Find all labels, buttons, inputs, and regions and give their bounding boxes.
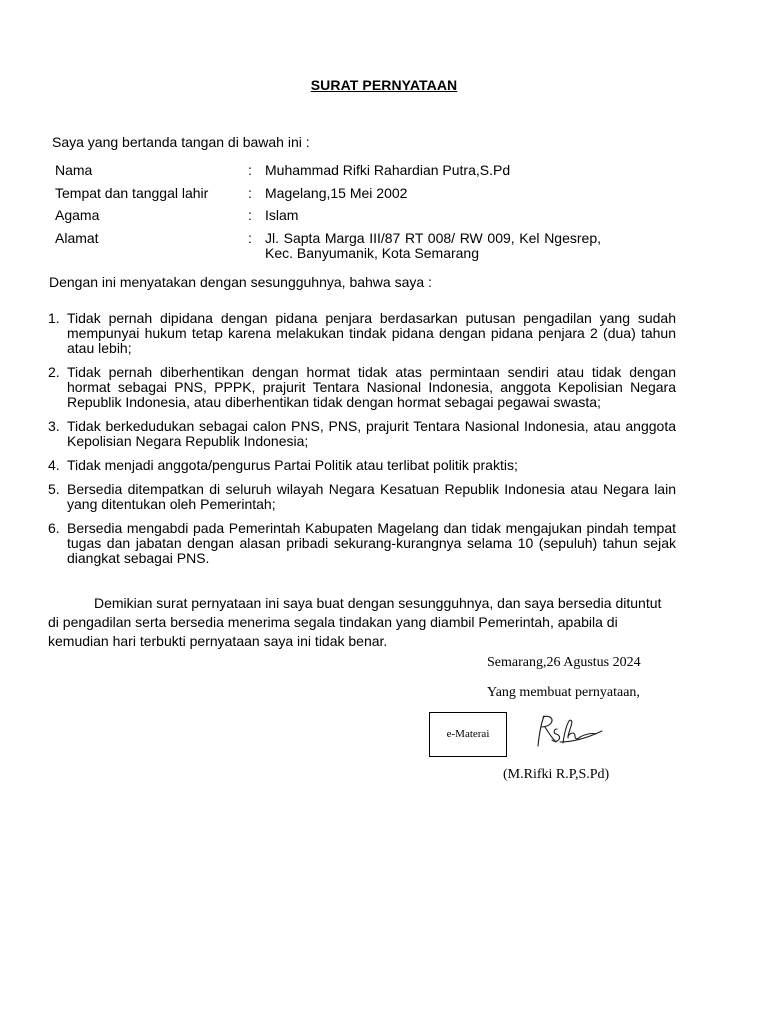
field-value-alamat: Jl. Sapta Marga III/87 RT 008/ RW 009, Kel Ngesrep, Kec. Banyumanik, Kota Semarang xyxy=(265,230,601,261)
signer-name: (M.Rifki R.P,S.Pd) xyxy=(503,767,610,782)
list-item-text: Tidak menjadi anggota/pengurus Partai Politik atau terlibat politik praktis; xyxy=(67,457,518,473)
maker-label: Yang membuat pernyataan, xyxy=(487,685,640,700)
list-item xyxy=(48,482,676,512)
field-label-alamat: Alamat xyxy=(55,230,99,246)
field-colon-ttl: : xyxy=(248,185,252,201)
list-item-number: 6. xyxy=(48,520,60,536)
emeterai-box xyxy=(429,712,507,757)
list-item-text: Bersedia ditempatkan di seluruh wilayah Negara Kesatuan Republik Indonesia atau Negara lain yang ditentukan oleh Pemerintah; xyxy=(67,481,676,512)
list-item-number: 5. xyxy=(48,481,60,497)
field-value-ttl: Magelang,15 Mei 2002 xyxy=(265,185,408,201)
list-item xyxy=(48,521,676,566)
field-colon-agama: : xyxy=(248,207,252,223)
list-item xyxy=(48,311,676,356)
list-item-text: Tidak berkedudukan sebagai calon PNS, PNS, prajurit Tentara Nasional Indonesia, atau anggota Kepolisian Negara Republik Indonesia; xyxy=(67,418,676,449)
closing-text: Demikian surat pernyataan ini saya buat dengan sesungguhnya, dan saya bersedia dituntut di pengadilan serta bersedia menerima segala tindakan yang diambil Pemerintah, apabila di kemudian hari terbukti pernyataan saya ini tidak benar. xyxy=(48,595,662,649)
field-label-agama: Agama xyxy=(55,207,100,223)
statement-list xyxy=(48,311,676,575)
list-item xyxy=(48,458,676,473)
document-title: SURAT PERNYATAAN xyxy=(310,77,458,93)
list-item xyxy=(48,419,676,449)
emeterai-label: e-Materai xyxy=(446,728,490,740)
list-item-number: 3. xyxy=(48,418,60,434)
list-item-text: Bersedia mengabdi pada Pemerintah Kabupaten Magelang dan tidak mengajukan pindah tempat tugas dan jabatan dengan alasan pribadi sekurang-kurangnya selama 10 (sepuluh) tahun sejak diangkat sebagai PNS. xyxy=(67,520,676,566)
intro-text: Saya yang bertanda tangan di bawah ini : xyxy=(52,134,310,150)
place-date: Semarang,26 Agustus 2024 xyxy=(487,655,641,670)
list-item xyxy=(48,365,676,410)
list-item-number: 1. xyxy=(48,310,60,326)
field-label-ttl: Tempat dan tanggal lahir xyxy=(55,185,209,201)
field-colon-nama: : xyxy=(248,162,252,178)
closing-paragraph xyxy=(48,594,672,651)
field-value-agama: Islam xyxy=(265,207,299,223)
list-item-number: 2. xyxy=(48,364,60,380)
list-item-text: Tidak pernah diberhentikan dengan hormat tidak atas permintaan sendiri atau tidak dengan hormat sebagai PNS, PPPK, prajurit Tentara Nasional Indonesia, anggota Kepolisian Negara Republik Indonesia, atau diberhentikan tidak dengan hormat sebagai pegawai swasta; xyxy=(67,364,676,410)
list-item-text: Tidak pernah dipidana dengan pidana penjara berdasarkan putusan pengadilan yang sudah mempunyai hukum tetap karena melakukan tindak pidana dengan pidana penjara 2 (dua) tahun atau lebih; xyxy=(67,310,676,356)
field-value-nama: Muhammad Rifki Rahardian Putra,S.Pd xyxy=(265,162,511,178)
signature-icon xyxy=(530,712,606,754)
list-item-number: 4. xyxy=(48,457,60,473)
field-colon-alamat: : xyxy=(248,230,252,246)
declaration-intro: Dengan ini menyatakan dengan sesungguhnya, bahwa saya : xyxy=(49,274,432,290)
field-label-nama: Nama xyxy=(55,162,93,178)
